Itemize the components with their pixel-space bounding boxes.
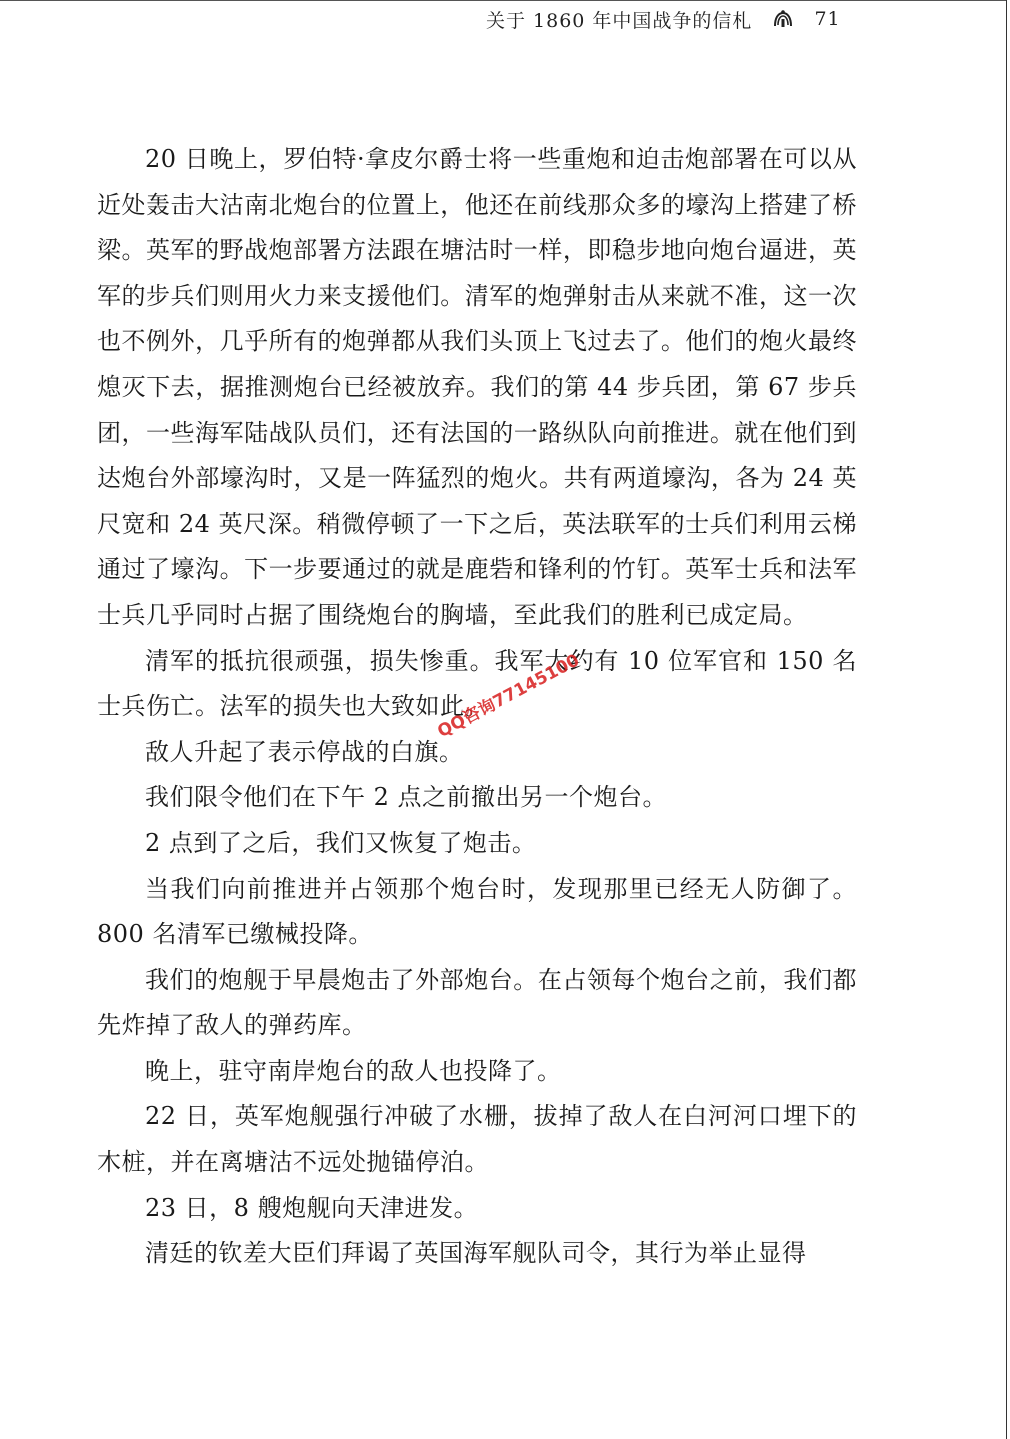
paragraph: 清廷的钦差大臣们拜谒了英国海军舰队司令，其行为举止显得 [145, 1239, 807, 1268]
paragraph: 我们限令他们在下午 2 点之前撤出另一个炮台。 [145, 783, 668, 812]
paragraph: 清军的抵抗很顽强，损失惨重。我军大约有 10 位军官和 150 名士兵伤亡。法军的损失也大致如此。 [97, 646, 857, 721]
paragraph: 23 日，8 艘炮舰向天津进发。 [145, 1193, 479, 1222]
running-header-title: 关于 1860 年中国战争的信札 [486, 9, 753, 32]
paragraph: 当我们向前推进并占领那个炮台时，发现那里已经无人防御了。800 名清军已缴械投降。 [97, 874, 857, 949]
watermark-stamp: QQ咨询77145100 [434, 650, 583, 743]
paragraph: 2 点到了之后，我们又恢复了炮击。 [145, 828, 537, 857]
page-top-border [0, 0, 1007, 1]
page-right-border [1006, 0, 1007, 1439]
paragraph: 我们的炮舰于早晨炮击了外部炮台。在占领每个炮台之前，我们都先炸掉了敌人的弹药库。 [97, 965, 857, 1040]
page-number: 71 [814, 8, 841, 30]
paragraph: 22 日，英军炮舰强行冲破了水栅，拔掉了敌人在白河河口埋下的木桩，并在离塘沽不远处抛锚停泊。 [97, 1102, 857, 1177]
paragraph: 晚上，驻守南岸炮台的敌人也投降了。 [145, 1056, 562, 1085]
paragraph: 敌人升起了表示停战的白旗。 [145, 737, 464, 766]
book-ornament-icon [772, 8, 794, 30]
running-header [486, 4, 841, 34]
paragraph: 20 日晚上，罗伯特·拿皮尔爵士将一些重炮和迫击炮部署在可以从近处轰击大沽南北炮台的位置上，他还在前线那众多的壕沟上搭建了桥梁。英军的野战炮部署方法跟在塘沽时一样，即稳步地向炮台逼进，英军的步兵们则用火力来支援他们。清军的炮弹射击从来就不准，这一次也不例外，几乎所有的炮弹都从我们头顶上飞过去了。他们的炮火最终熄灭下去，据推测炮台已经被放弃。我们的第 44 步兵团，第 67 步兵团，一些海军陆战队员们，还有法国的一路纵队向前推进。就在他们到达炮台外部壕沟时，又是一阵猛烈的炮火。共有两道壕沟，各为 24 英尺宽和 24 英尺深。稍微停顿了一下之后，英法联军的士兵们利用云梯通过了壕沟。下一步要通过的就是鹿砦和锋利的竹钉。英军士兵和法军士兵几乎同时占据了围绕炮台的胸墙，至此我们的胜利已成定局。 [97, 145, 857, 629]
